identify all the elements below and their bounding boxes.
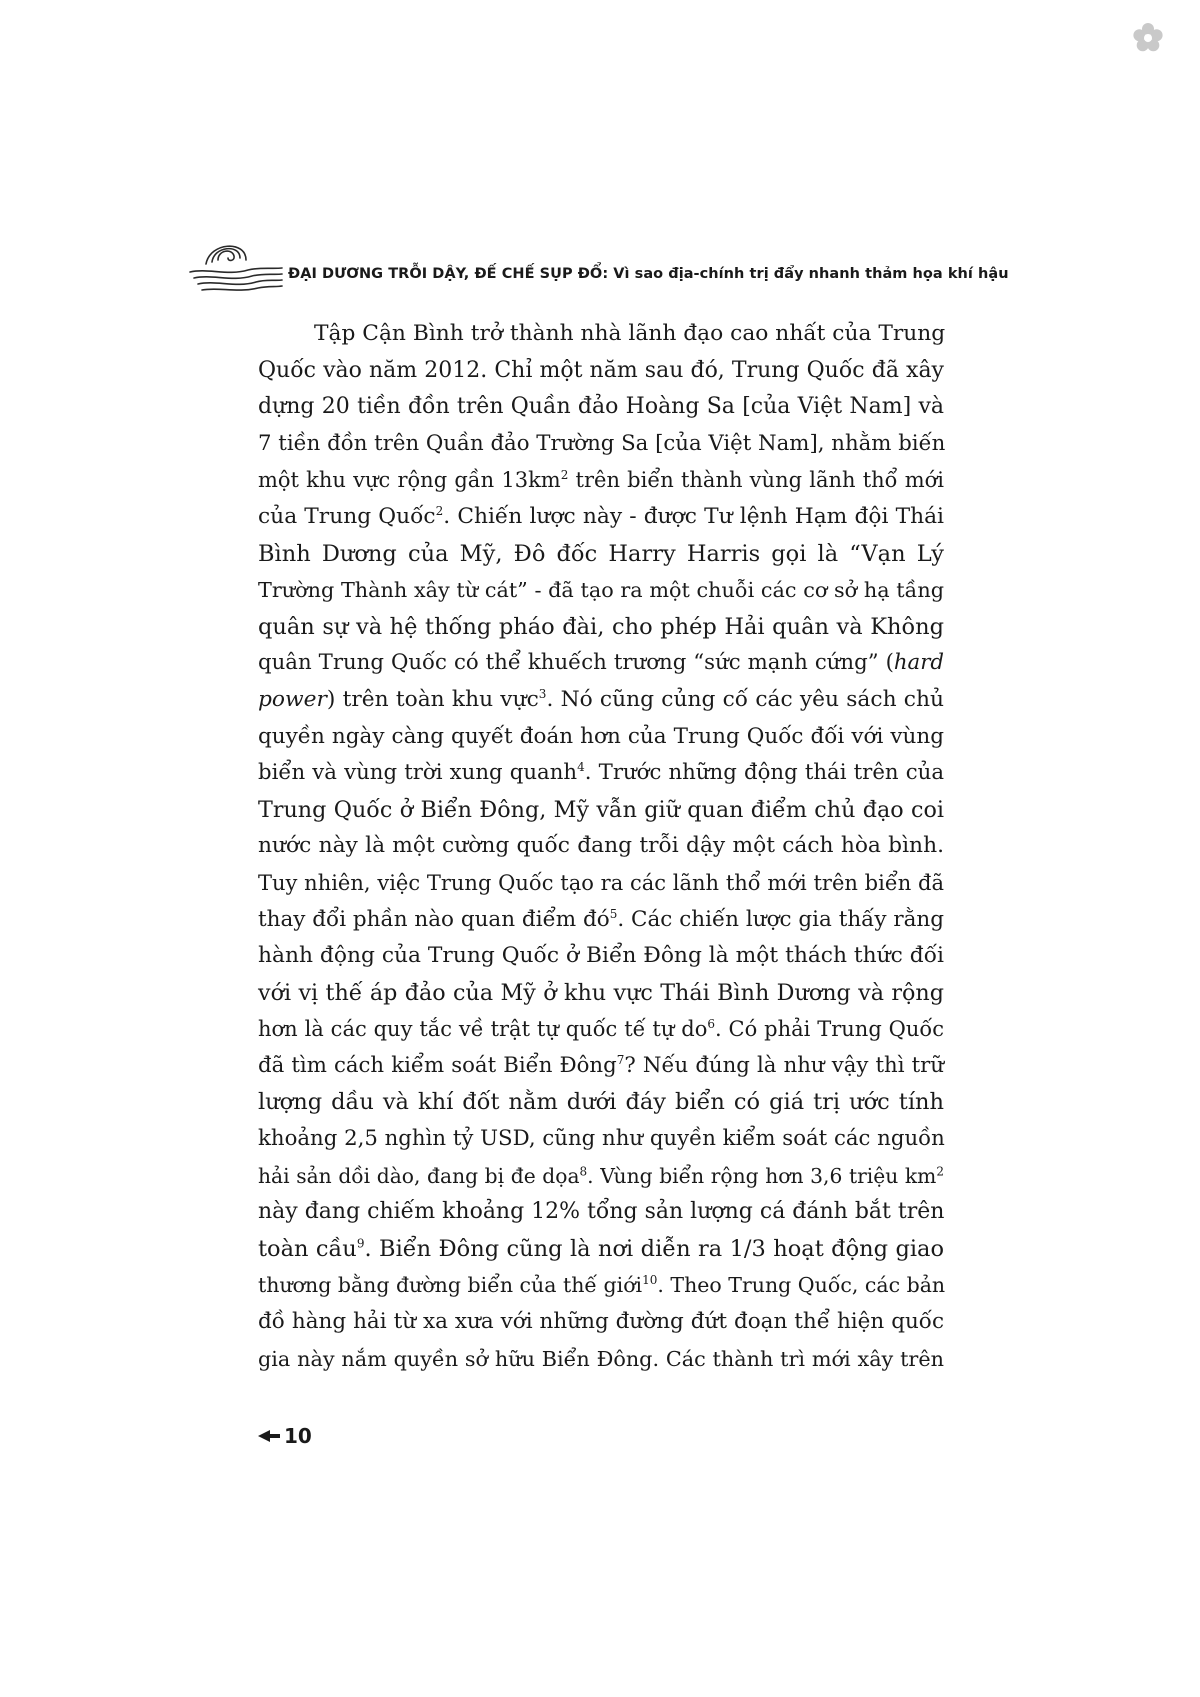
text-run: Tập Cận Bình trở thành nhà lãnh đạo cao nhất của Trung (314, 321, 946, 346)
footnote-ref: 8 (579, 1163, 588, 1178)
book-title: ĐẠI DƯƠNG TRỖI DẬY, ĐẾ CHẾ SỤP ĐỔ (288, 266, 603, 282)
text-line (258, 609, 944, 646)
text-run: quân Trung Quốc có thể khuếch trương “sức mạnh cứng” ( (258, 650, 894, 676)
text-run: quyền ngày càng quyết đoán hơn của Trung Quốc đối với vùng (258, 723, 944, 749)
text-line (258, 1267, 944, 1304)
running-header (188, 238, 1009, 296)
footnote-ref: 3 (538, 686, 547, 701)
text-line (258, 1084, 944, 1121)
text-run: đã tìm cách kiểm soát Biển Đông (258, 1052, 617, 1078)
text-run: Bình Dương của Mỹ, Đô đốc Harry Harris gọi là “Vạn Lý (258, 540, 944, 567)
wave-icon (188, 238, 284, 296)
text-run: Trung Quốc ở Biển Đông, Mỹ vẫn giữ quan điểm chủ đạo coi (258, 796, 944, 823)
text-line (258, 975, 944, 1012)
text-run: Quốc vào năm 2012. Chỉ một năm sau đó, Trung Quốc đã xây (258, 357, 944, 383)
text-line (258, 645, 944, 682)
text-line (258, 1231, 944, 1268)
text-line (258, 1304, 944, 1341)
text-run: biển và vùng trời xung quanh (258, 760, 578, 786)
text-line (258, 682, 944, 719)
text-line (258, 572, 944, 609)
footnote-ref: 5 (609, 906, 618, 921)
left-arrow-icon (258, 1429, 280, 1443)
text-line (258, 1048, 944, 1085)
text-line (258, 316, 944, 353)
text-run: lượng dầu và khí đốt nằm dưới đáy biển có giá trị ước tính (258, 1089, 944, 1116)
body-paragraph (258, 316, 944, 1377)
text-run: gia này nắm quyền sở hữu Biển Đông. Các thành trì mới xây trên (258, 1346, 944, 1371)
text-run: ) trên toàn khu vực (326, 686, 539, 712)
text-line (258, 389, 944, 426)
page-footer (258, 1424, 312, 1448)
italic-term: hard (893, 650, 944, 676)
text-line (258, 792, 944, 829)
text-run: này đang chiếm khoảng 12% tổng sản lượng cá đánh bắt trên (258, 1199, 945, 1225)
text-line (258, 1011, 944, 1048)
text-run: . Trước những động thái trên của (584, 760, 945, 786)
text-line (258, 755, 944, 792)
text-run: quân sự và hệ thống pháo đài, cho phép Hải quân và Không (258, 613, 944, 640)
text-run: . Theo Trung Quốc, các bản (657, 1273, 946, 1298)
text-line (258, 828, 944, 865)
text-run: dựng 20 tiền đồn trên Quần đảo Hoàng Sa [của Việt Nam] và (258, 394, 944, 420)
text-line (258, 1341, 944, 1378)
text-line (258, 353, 944, 390)
text-line (258, 462, 944, 499)
footnote-ref: 2 (435, 503, 444, 518)
text-line (258, 499, 944, 536)
text-run: trên biển thành vùng lãnh thổ mới (568, 468, 944, 493)
text-run: . Biển Đông cũng là nơi diễn ra 1/3 hoạt động giao (364, 1235, 945, 1262)
text-run: thay đổi phần nào quan điểm đó (258, 906, 610, 932)
text-run: . Các chiến lược gia thấy rằng (617, 906, 945, 932)
text-line (258, 536, 944, 573)
text-run: hơn là các quy tắc về trật tự quốc tế tự do (258, 1017, 708, 1042)
text-run: với vị thế áp đảo của Mỹ ở khu vực Thái Bình Dương và rộng (258, 979, 944, 1006)
text-run: . Vùng biển rộng hơn 3,6 triệu km (587, 1163, 937, 1188)
text-run: 7 tiền đồn trên Quần đảo Trường Sa [của Việt Nam], nhằm biến (258, 430, 946, 456)
text-run: một khu vực rộng gần 13km (258, 468, 561, 493)
text-run: ? Nếu đúng là như vậy thì trữ (624, 1052, 945, 1078)
flower-icon (1128, 18, 1168, 58)
text-run: hải sản dồi dào, đang bị đe dọa (258, 1163, 580, 1188)
italic-term: power (258, 686, 327, 712)
footnote-ref: 2 (936, 1163, 944, 1178)
footnote-ref: 4 (577, 760, 585, 775)
text-run: khoảng 2,5 nghìn tỷ USD, cũng như quyền kiểm soát các nguồn (258, 1126, 945, 1152)
text-run: của Trung Quốc (258, 503, 436, 529)
text-line (258, 426, 944, 463)
page-number: 10 (284, 1424, 312, 1448)
text-run: toàn cầu (258, 1235, 357, 1262)
text-line (258, 1121, 944, 1158)
text-line (258, 938, 944, 975)
footnote-ref: 6 (707, 1017, 715, 1032)
text-run: . Chiến lược này - được Tư lệnh Hạm đội Thái (443, 503, 945, 529)
footnote-ref: 7 (616, 1052, 625, 1067)
footnote-ref: 10 (642, 1273, 658, 1288)
text-run: Trường Thành xây từ cát” - đã tạo ra một chuỗi các cơ sở hạ tầng (258, 578, 944, 603)
text-run: Tuy nhiên, việc Trung Quốc tạo ra các lãnh thổ mới trên biển đã (258, 870, 944, 895)
text-line (258, 865, 944, 902)
running-header-title (288, 266, 1009, 282)
footnote-ref: 9 (356, 1236, 365, 1251)
text-run: . Nó cũng củng cố các yêu sách chủ (546, 686, 945, 712)
text-run: hành động của Trung Quốc ở Biển Đông là một thách thức đối (258, 943, 944, 969)
text-run: thương bằng đường biển của thế giới (258, 1273, 643, 1298)
text-run: . Có phải Trung Quốc (715, 1017, 944, 1042)
book-subtitle: : Vì sao địa-chính trị đẩy nhanh thảm họa khí hậu (602, 266, 1009, 282)
text-run: nước này là một cường quốc đang trỗi dậy một cách hòa bình. (258, 833, 944, 859)
text-line (258, 1194, 944, 1231)
text-line (258, 1158, 944, 1195)
text-line (258, 719, 944, 756)
footnote-ref: 2 (560, 468, 569, 483)
text-run: đồ hàng hải từ xa xưa với những đường đứt đoạn thể hiện quốc (258, 1309, 944, 1335)
text-line (258, 902, 944, 939)
